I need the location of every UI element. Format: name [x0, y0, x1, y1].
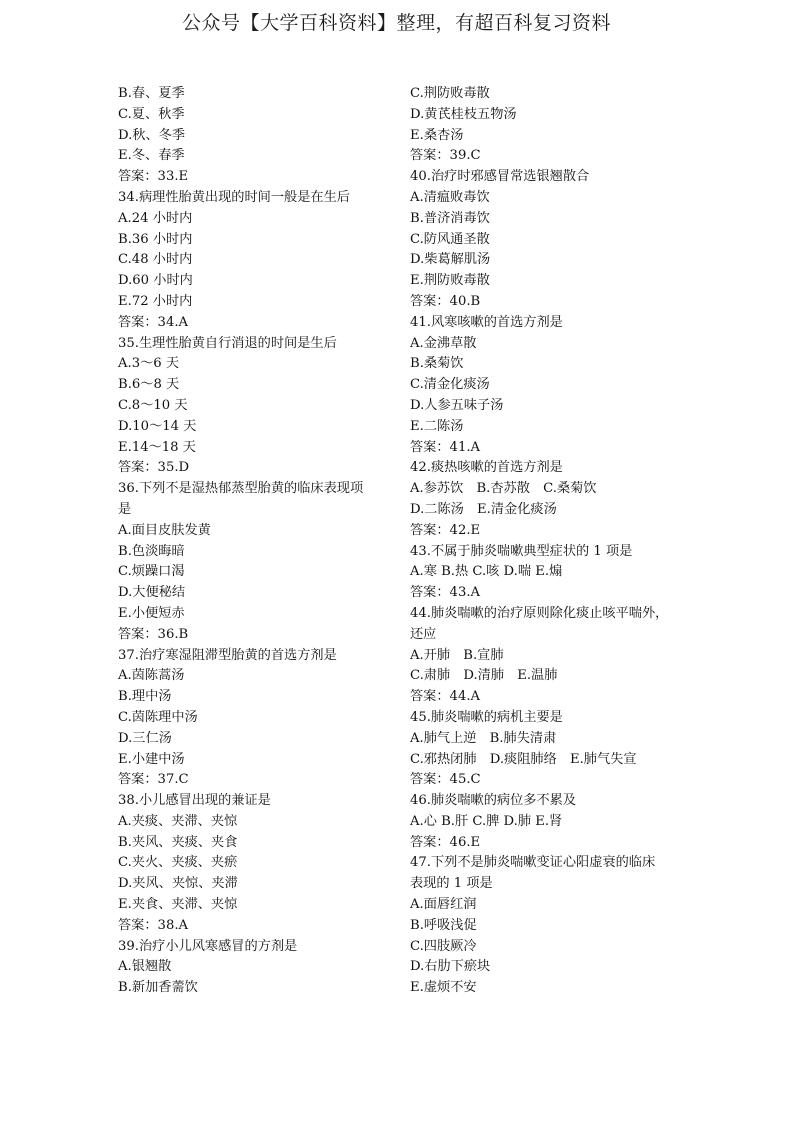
- text-line: 47.下列不是肺炎喘嗽变证心阳虚衰的临床: [410, 855, 656, 871]
- text-line: D.60 小时内: [118, 273, 193, 289]
- text-line: C.夹火、夹痰、夹瘀: [118, 855, 238, 871]
- text-line: E.小便短赤: [118, 605, 185, 621]
- text-line: A.金沸草散: [410, 335, 477, 351]
- text-line: 还应: [410, 626, 437, 642]
- text-line: A.参苏饮 B.杏苏散 C.桑菊饮: [410, 481, 597, 497]
- text-line: A.寒 B.热 C.咳 D.喘 E.煽: [410, 564, 563, 580]
- text-line: D.二陈汤 E.清金化痰汤: [410, 501, 557, 517]
- text-line: E.荆防败毒散: [410, 273, 490, 289]
- text-line: 答案：35.D: [118, 460, 190, 476]
- left-question-column: [118, 84, 380, 999]
- text-line: B.6～8 天: [118, 377, 180, 393]
- text-line: B.理中汤: [118, 689, 172, 705]
- text-line: 答案：41.A: [410, 439, 481, 455]
- text-line: B.夹风、夹痰、夹食: [118, 834, 238, 850]
- text-line: 44.肺炎喘嗽的治疗原则除化痰止咳平喘外，: [410, 605, 669, 621]
- text-line: C.邪热闭肺 D.痰阻肺络 E.肺气失宣: [410, 751, 637, 767]
- text-line: 35.生理性胎黄自行消退的时间是生后: [118, 335, 337, 351]
- text-line: A.面唇红润: [410, 897, 477, 913]
- text-line: 答案：33.E: [118, 169, 189, 185]
- text-line: A.心 B.肝 C.脾 D.肺 E.肾: [410, 813, 563, 829]
- text-line: 答案：37.C: [118, 772, 189, 788]
- text-line: E.夹食、夹滞、夹惊: [118, 897, 238, 913]
- text-line: B.色淡晦暗: [118, 543, 185, 559]
- text-line: D.夹风、夹惊、夹滞: [118, 876, 238, 892]
- text-line: 答案：34.A: [118, 314, 189, 330]
- text-line: E.小建中汤: [118, 751, 185, 767]
- text-line: 36.下列不是湿热郁蒸型胎黄的临床表现项: [118, 481, 364, 497]
- text-line: D.黄芪桂枝五物汤: [410, 106, 517, 122]
- text-line: D.右肋下瘀块: [410, 959, 491, 975]
- text-line: D.三仁汤: [118, 730, 172, 746]
- text-line: 38.小儿感冒出现的兼证是: [118, 793, 271, 809]
- text-line: 答案：44.A: [410, 689, 481, 705]
- text-line: C.夏、秋季: [118, 106, 185, 122]
- text-line: B.桑菊饮: [410, 356, 464, 372]
- text-line: 表现的 1 项是: [410, 876, 493, 892]
- text-line: D.人参五味子汤: [410, 397, 504, 413]
- text-line: 42.痰热咳嗽的首选方剂是: [410, 460, 563, 476]
- text-line: A.24 小时内: [118, 210, 193, 226]
- text-line: D.柴葛解肌汤: [410, 252, 491, 268]
- text-line: A.面目皮肤发黄: [118, 522, 211, 538]
- text-line: 41.风寒咳嗽的首选方剂是: [410, 314, 563, 330]
- text-line: B.新加香薷饮: [118, 980, 198, 996]
- text-line: 答案：45.C: [410, 772, 481, 788]
- text-line: D.大便秘结: [118, 585, 186, 601]
- text-line: E.冬、春季: [118, 148, 185, 164]
- text-line: 37.治疗寒湿阻滞型胎黄的首选方剂是: [118, 647, 337, 663]
- text-line: E.14～18 天: [118, 439, 196, 455]
- text-line: 43.不属于肺炎喘嗽典型症状的 1 项是: [410, 543, 633, 559]
- text-line: E.二陈汤: [410, 418, 464, 434]
- text-line: 45.肺炎喘嗽的病机主要是: [410, 709, 563, 725]
- text-line: C.清金化痰汤: [410, 377, 490, 393]
- text-line: C.8～10 天: [118, 397, 188, 413]
- text-line: A.清瘟败毒饮: [410, 189, 490, 205]
- text-line: A.开肺 B.宣肺: [410, 647, 504, 663]
- text-line: A.夹痰、夹滞、夹惊: [118, 813, 238, 829]
- text-line: B.普济消毒饮: [410, 210, 490, 226]
- text-line: C.荆防败毒散: [410, 86, 490, 101]
- text-line: E.虚烦不安: [410, 980, 477, 996]
- text-line: C.茵陈理中汤: [118, 709, 198, 725]
- right-question-column: [410, 84, 685, 999]
- text-line: A.3～6 天: [118, 356, 180, 372]
- text-line: 39.治疗小儿风寒感冒的方剂是: [118, 938, 298, 954]
- text-line: A.茵陈蒿汤: [118, 668, 185, 684]
- text-line: B.呼吸浅促: [410, 917, 477, 933]
- text-line: 是: [118, 501, 132, 517]
- text-line: B.春、夏季: [118, 86, 185, 101]
- text-line: C.烦躁口渴: [118, 564, 185, 580]
- text-line: B.36 小时内: [118, 231, 193, 247]
- text-line: 答案：38.A: [118, 917, 189, 933]
- page-header-title: 公众号【大学百科资料】整理，有超百科复习资料: [181, 12, 611, 34]
- text-line: D.秋、冬季: [118, 127, 186, 143]
- text-line: 40.治疗时邪感冒常选银翘散合: [410, 169, 590, 185]
- text-line: 34.病理性胎黄出现的时间一般是在生后: [118, 189, 350, 205]
- text-line: E.桑杏汤: [410, 127, 464, 143]
- text-line: 答案：39.C: [410, 148, 481, 164]
- text-line: E.72 小时内: [118, 293, 193, 309]
- text-line: A.银翘散: [118, 959, 172, 975]
- text-line: 答案：46.E: [410, 834, 481, 850]
- text-line: C.四肢厥冷: [410, 938, 477, 954]
- text-line: D.10～14 天: [118, 418, 197, 434]
- text-line: 46.肺炎喘嗽的病位多不累及: [410, 793, 577, 809]
- text-line: 答案：42.E: [410, 522, 481, 538]
- text-line: 答案：36.B: [118, 626, 189, 642]
- text-line: C.肃肺 D.清肺 E.温肺: [410, 668, 558, 684]
- text-line: 答案：40.B: [410, 293, 481, 309]
- text-line: 答案：43.A: [410, 585, 481, 601]
- text-line: C.防风通圣散: [410, 231, 490, 247]
- text-line: C.48 小时内: [118, 252, 193, 268]
- text-line: A.肺气上逆 B.肺失清肃: [410, 730, 557, 746]
